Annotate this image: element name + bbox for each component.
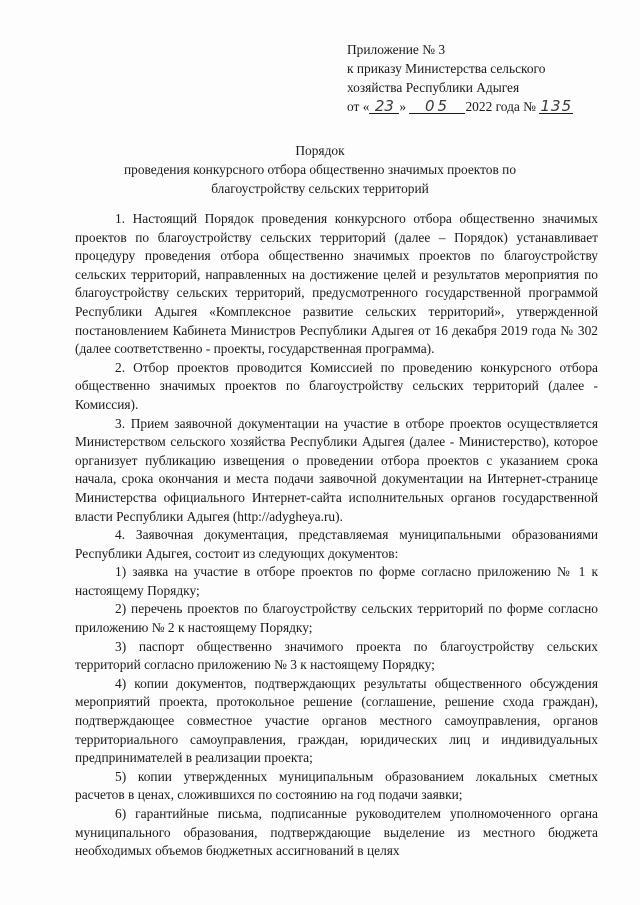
year-text: 2022 года № <box>465 99 536 114</box>
document-body <box>75 210 598 861</box>
list-item-6: 6) гарантийные письма, подписанные руководителем уполномоченного органа муниципального образования, подтверждающие выделение из местного бюджета необходимых объемов бюджетных ассигнований в целях <box>75 806 598 859</box>
title-line-2: проведения конкурсного отбора общественно значимых проектов по <box>123 162 517 177</box>
list-item-3: 3) паспорт общественно значимого проекта по благоустройству сельских территорий согласно приложению № 3 к настоящему Порядку; <box>75 638 598 673</box>
paragraph-4: 4. Заявочная документация, представляемая муниципальными образованиями Республики Адыгея, состоит из следующих документов: <box>75 527 598 561</box>
handwritten-day: 23 <box>369 99 399 114</box>
appendix-header <box>347 40 607 116</box>
title-line-1: Порядок <box>295 143 345 158</box>
paragraph-1: 1. Настоящий Порядок проведения конкурсного отбора общественно значимых проектов по благоустройству сельских территорий (далее – Порядок) устанавливает процедуру проведения отбора общественно значимых проектов по благоустройству сельских территорий, направленных на достижение целей и результатов мероприятия по благоустройству сельских территорий, предусмотренного государственной программой Республики Адыгея «Комплексное развитие сельских территорий», утвержденной постановлением Кабинета Министров Республики Адыгея от 16 декабря 2019 года № 302 (далее соответственно - проекты, государственная программа). <box>75 211 598 357</box>
paragraph-2: 2. Отбор проектов проводится Комиссией по проведению конкурсного отбора общественно значимых проектов по благоустройству сельских территорий (далее - Комиссия). <box>75 359 598 412</box>
title-line-3: благоустройству сельских территорий <box>211 181 429 196</box>
date-separator: » <box>399 99 407 114</box>
list-item-5: 5) копии утвержденных муниципальным образованием локальных сметных расчетов в ценах, сложившихся по состоянию на год подачи заявки; <box>75 768 598 803</box>
appendix-ministry-line: хозяйства Республики Адыгея <box>347 80 520 95</box>
appendix-number: Приложение № 3 <box>347 42 446 57</box>
list-item-4: 4) копии документов, подтверждающих результаты общественного обсуждения мероприятий проекта, протокольное решение (соглашение, решение схода граждан), подтверждающее совместное участие органов местного самоуправления, органов территориального самоуправления, граждан, юридических лиц и индивидуальных предпринимателей в реализации проекта; <box>75 675 598 766</box>
date-prefix: от « <box>347 99 370 114</box>
handwritten-month: 05 <box>409 99 465 114</box>
list-item-2: 2) перечень проектов по благоустройству сельских территорий по форме согласно приложению № 2 к настоящему Порядку; <box>75 601 598 636</box>
list-item-1: 1) заявка на участие в отборе проектов по форме согласно приложению № 1 к настоящему Порядку; <box>75 564 598 598</box>
appendix-order-line: к приказу Министерства сельского <box>347 61 546 76</box>
document-title <box>60 141 580 198</box>
handwritten-order-number: 135 <box>540 97 573 115</box>
paragraph-3: 3. Прием заявочной документации на участие в отборе проектов осуществляется Министерством сельского хозяйства Республики Адыгея (далее - Министерство), которое организует публикацию извещения о проведении отбора проектов с указанием срока начала, срока окончания и места подачи заявочной документации на Интернет-странице Министерства официального Интернет-сайта исполнительных органов государственной власти Республики Адыгея (http://adygheya.ru). <box>75 415 598 524</box>
appendix-date-line <box>347 97 607 116</box>
